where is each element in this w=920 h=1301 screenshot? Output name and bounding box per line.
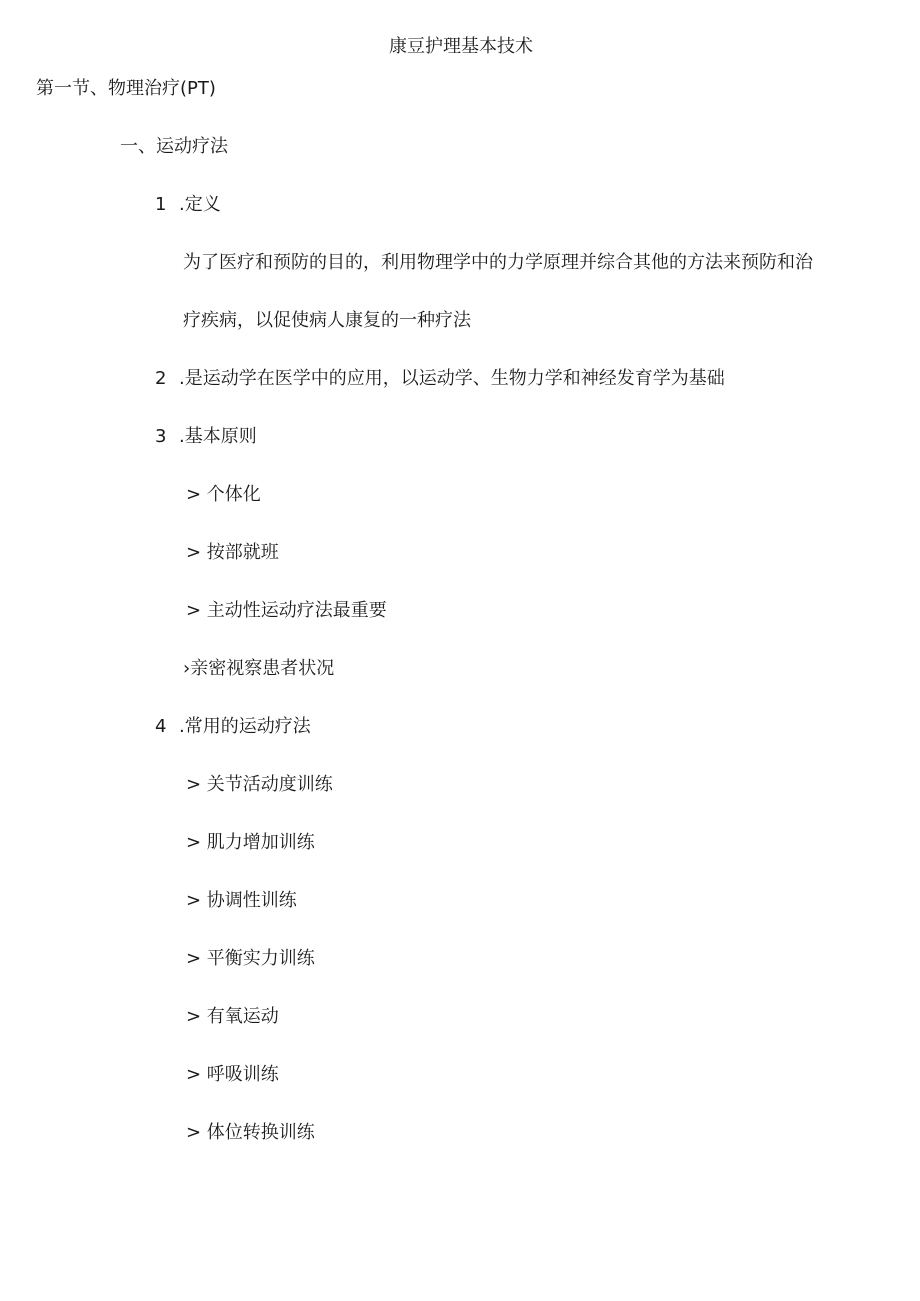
item-number: 2 <box>155 368 167 389</box>
method-item: > 平衡实力训练 <box>186 948 315 969</box>
method-item: > 肌力增加训练 <box>186 832 315 853</box>
principle-item: ›亲密视察患者状况 <box>183 658 335 679</box>
definition-line-1: 为了医疗和预防的目的，利用物理学中的力学原理并综合其他的方法来预防和治 <box>183 252 813 273</box>
principle-item: > 按部就班 <box>186 542 279 563</box>
item-number: 1 <box>155 194 167 215</box>
item-number: 3 <box>155 426 167 447</box>
section-heading: 第一节、物理治疗(PT) <box>36 78 216 99</box>
definition-line-2: 疗疾病，以促使病人康复的一种疗法 <box>183 310 471 331</box>
method-item: > 关节活动度训练 <box>186 774 333 795</box>
item-text: .常用的运动疗法 <box>179 716 311 737</box>
numbered-item-2 <box>155 367 725 391</box>
document-title: 康豆护理基本技术 <box>389 36 533 57</box>
method-item: > 有氧运动 <box>186 1006 279 1027</box>
item-number: 4 <box>155 716 167 737</box>
numbered-item-4 <box>155 715 311 739</box>
principle-item: > 个体化 <box>186 484 261 505</box>
item-text: .定义 <box>179 194 221 215</box>
numbered-item-3 <box>155 425 257 449</box>
item-text: .基本原则 <box>179 426 257 447</box>
subsection-heading: 一、运动疗法 <box>120 136 228 157</box>
principle-item: > 主动性运动疗法最重要 <box>186 600 387 621</box>
numbered-item-1 <box>155 193 221 217</box>
method-item: > 呼吸训练 <box>186 1064 279 1085</box>
method-item: > 体位转换训练 <box>186 1122 315 1143</box>
item-text: .是运动学在医学中的应用，以运动学、生物力学和神经发育学为基础 <box>179 368 725 389</box>
method-item: > 协调性训练 <box>186 890 297 911</box>
